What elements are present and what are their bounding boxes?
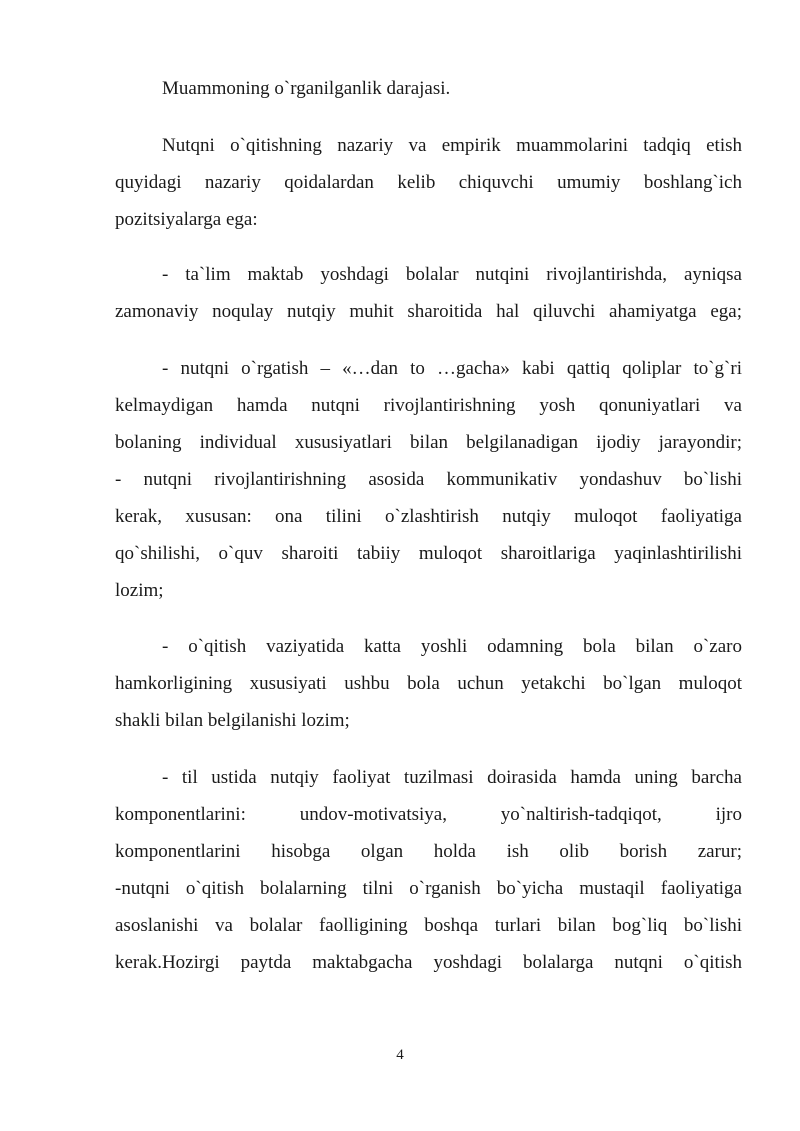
text-line: Nutqni o`qitishning nazariy va empirik muammolarini tadqiq etish [162, 135, 742, 156]
text-line: -nutqni o`qitish bolalarning tilni o`rganish bo`yicha mustaqil faoliyatiga [115, 878, 742, 899]
text-line: komponentlarini: undov-motivatsiya, yo`naltirish-tadqiqot, ijro [115, 804, 742, 825]
text-line: kerak.Hozirgi paytda maktabgacha yoshdagi bolalarga nutqni o`qitish [115, 952, 742, 973]
text-line: lozim; [115, 580, 164, 601]
text-line: shakli bilan belgilanishi lozim; [115, 710, 350, 731]
text-line: - nutqni o`rgatish – «…dan to …gacha» kabi qattiq qoliplar to`g`ri [162, 358, 742, 379]
text-line: kerak, xususan: ona tilini o`zlashtirish nutqiy muloqot faoliyatiga [115, 506, 742, 527]
text-line: qo`shilishi, o`quv sharoiti tabiiy muloqot sharoitlariga yaqinlashtirilishi [115, 543, 742, 564]
text-line: - til ustida nutqiy faoliyat tuzilmasi doirasida hamda uning barcha [162, 767, 742, 788]
text-line: - ta`lim maktab yoshdagi bolalar nutqini rivojlantirishda, ayniqsa [162, 264, 742, 285]
text-line: kelmaydigan hamda nutqni rivojlantirishning yosh qonuniyatlari va [115, 395, 742, 416]
text-line: quyidagi nazariy qoidalardan kelib chiquvchi umumiy boshlang`ich [115, 172, 742, 193]
text-line: komponentlarini hisobga olgan holda ish olib borish zarur; [115, 841, 742, 862]
section-heading: Muammoning o`rganilganlik darajasi. [162, 78, 451, 99]
text-line: - o`qitish vaziyatida katta yoshli odamning bola bilan o`zaro [162, 636, 742, 657]
text-line: bolaning individual xususiyatlari bilan belgilanadigan ijodiy jarayondir; [115, 432, 742, 453]
text-line: pozitsiyalarga ega: [115, 209, 258, 230]
text-line: zamonaviy noqulay nutqiy muhit sharoitida hal qiluvchi ahamiyatga ega; [115, 301, 742, 322]
text-line: asoslanishi va bolalar faolligining boshqa turlari bilan bog`liq bo`lishi [115, 915, 742, 936]
text-line: hamkorligining xususiyati ushbu bola uchun yetakchi bo`lgan muloqot [115, 673, 742, 694]
text-line: - nutqni rivojlantirishning asosida kommunikativ yondashuv bo`lishi [115, 469, 742, 490]
page-number: 4 [396, 1047, 404, 1063]
